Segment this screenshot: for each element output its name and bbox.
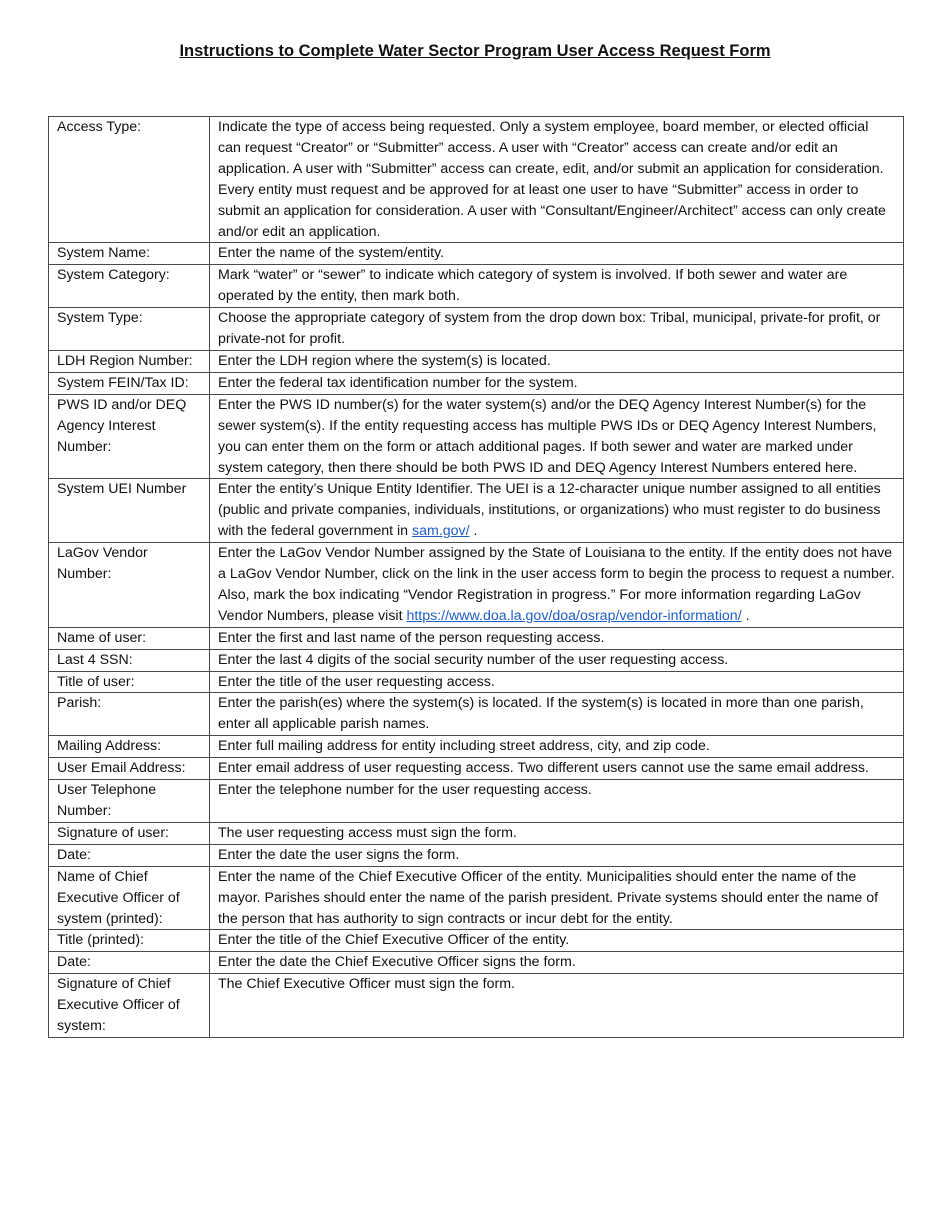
field-instruction: Enter the date the user signs the form. (210, 844, 904, 866)
field-label: Signature of user: (49, 822, 210, 844)
field-instruction: Choose the appropriate category of system from the drop down box: Tribal, municipal, private-for profit, or private-not for profit. (210, 308, 904, 351)
field-label: Date: (49, 952, 210, 974)
field-label: Mailing Address: (49, 736, 210, 758)
sam-gov-link[interactable]: sam.gov/ (412, 523, 470, 540)
table-row (49, 671, 904, 693)
instruction-text: Enter the entity’s Unique Entity Identifier. The UEI is a 12-character unique number assigned to all entities (public and private companies, individuals, institutions, or organizations) who must register to do business with the federal government in (218, 481, 881, 540)
table-row (49, 844, 904, 866)
field-label: Name of user: (49, 627, 210, 649)
table-row (49, 372, 904, 394)
field-label: System Category: (49, 265, 210, 308)
field-label: System Name: (49, 243, 210, 265)
field-instruction: Enter the name of the system/entity. (210, 243, 904, 265)
table-row (49, 780, 904, 823)
table-row (49, 479, 904, 543)
field-instruction: Enter the PWS ID number(s) for the water system(s) and/or the DEQ Agency Interest Number(s) for the sewer system(s). If the entity requesting access has multiple PWS IDs or DEQ Agency Interest Numbers, you can enter them on the form or attach additional pages. If both sewer and water are marked under system category, then there should be both PWS ID and DEQ Agency Interest Numbers entered here. (210, 394, 904, 479)
table-row (49, 952, 904, 974)
field-label: Title of user: (49, 671, 210, 693)
field-instruction: Enter the LDH region where the system(s) is located. (210, 350, 904, 372)
field-instruction: Enter the telephone number for the user requesting access. (210, 780, 904, 823)
field-label: Access Type: (49, 117, 210, 243)
field-instruction: Enter the federal tax identification number for the system. (210, 372, 904, 394)
field-label: Signature of Chief Executive Officer of system: (49, 974, 210, 1038)
field-instruction: Enter the date the Chief Executive Officer signs the form. (210, 952, 904, 974)
table-row (49, 350, 904, 372)
table-row (49, 736, 904, 758)
field-label: Parish: (49, 693, 210, 736)
field-instruction: The Chief Executive Officer must sign the form. (210, 974, 904, 1038)
field-instruction: Enter the first and last name of the person requesting access. (210, 627, 904, 649)
field-instruction: Enter the title of the Chief Executive Officer of the entity. (210, 930, 904, 952)
page-title: Instructions to Complete Water Sector Program User Access Request Form (179, 42, 771, 60)
field-instruction (210, 543, 904, 628)
field-instruction: Indicate the type of access being requested. Only a system employee, board member, or elected official can request “Creator” or “Submitter” access. A user with “Creator” access can create and/or edit an application. A user with “Submitter” access can create, edit, and/or submit an application for consideration. Every entity must request and be approved for at least one user to have “Submitter” access in order to submit an application for consideration. A user with “Consultant/Engineer/Architect” access can only create and/or edit an application. (210, 117, 904, 243)
field-instruction: Enter the name of the Chief Executive Officer of the entity. Municipalities should enter the name of the mayor. Parishes should enter the name of the parish president. Private systems should enter the name of the person that has authority to sign contracts or incur debt for the entity. (210, 866, 904, 930)
table-row (49, 627, 904, 649)
field-label: Name of Chief Executive Officer of system (printed): (49, 866, 210, 930)
field-instruction: Enter the last 4 digits of the social security number of the user requesting access. (210, 649, 904, 671)
table-row (49, 394, 904, 479)
field-instruction: Enter the title of the user requesting access. (210, 671, 904, 693)
table-row (49, 543, 904, 628)
table-row (49, 974, 904, 1038)
field-instruction: Enter email address of user requesting access. Two different users cannot use the same email address. (210, 758, 904, 780)
field-instruction: The user requesting access must sign the form. (210, 822, 904, 844)
table-row (49, 649, 904, 671)
vendor-information-link[interactable]: https://www.doa.la.gov/doa/osrap/vendor-information/ (406, 607, 742, 624)
field-label: LDH Region Number: (49, 350, 210, 372)
instruction-text-end: . (469, 523, 478, 540)
instructions-table (48, 116, 904, 1038)
field-instruction: Enter the parish(es) where the system(s) is located. If the system(s) is located in more than one parish, enter all applicable parish names. (210, 693, 904, 736)
field-label: System UEI Number (49, 479, 210, 543)
field-label: Title (printed): (49, 930, 210, 952)
field-instruction (210, 479, 904, 543)
field-label: Date: (49, 844, 210, 866)
table-row (49, 930, 904, 952)
instruction-text-end: . (741, 607, 750, 624)
table-row (49, 758, 904, 780)
field-label: User Telephone Number: (49, 780, 210, 823)
field-label: PWS ID and/or DEQ Agency Interest Number: (49, 394, 210, 479)
table-row (49, 265, 904, 308)
table-row (49, 822, 904, 844)
field-label: System FEIN/Tax ID: (49, 372, 210, 394)
field-label: LaGov Vendor Number: (49, 543, 210, 628)
field-label: System Type: (49, 308, 210, 351)
field-instruction: Mark “water” or “sewer” to indicate which category of system is involved. If both sewer and water are operated by the entity, then mark both. (210, 265, 904, 308)
table-row (49, 693, 904, 736)
instruction-text: Enter the LaGov Vendor Number assigned by the State of Louisiana to the entity. If the entity does not have a LaGov Vendor Number, click on the link in the user access form to begin the process to request a number. Also, mark the box indicating “Vendor Registration in progress.” For more information regarding LaGov Vendor Numbers, please visit (218, 545, 895, 624)
field-label: User Email Address: (49, 758, 210, 780)
table-row (49, 243, 904, 265)
table-row (49, 117, 904, 243)
field-label: Last 4 SSN: (49, 649, 210, 671)
field-instruction: Enter full mailing address for entity including street address, city, and zip code. (210, 736, 904, 758)
table-row (49, 308, 904, 351)
table-row (49, 866, 904, 930)
